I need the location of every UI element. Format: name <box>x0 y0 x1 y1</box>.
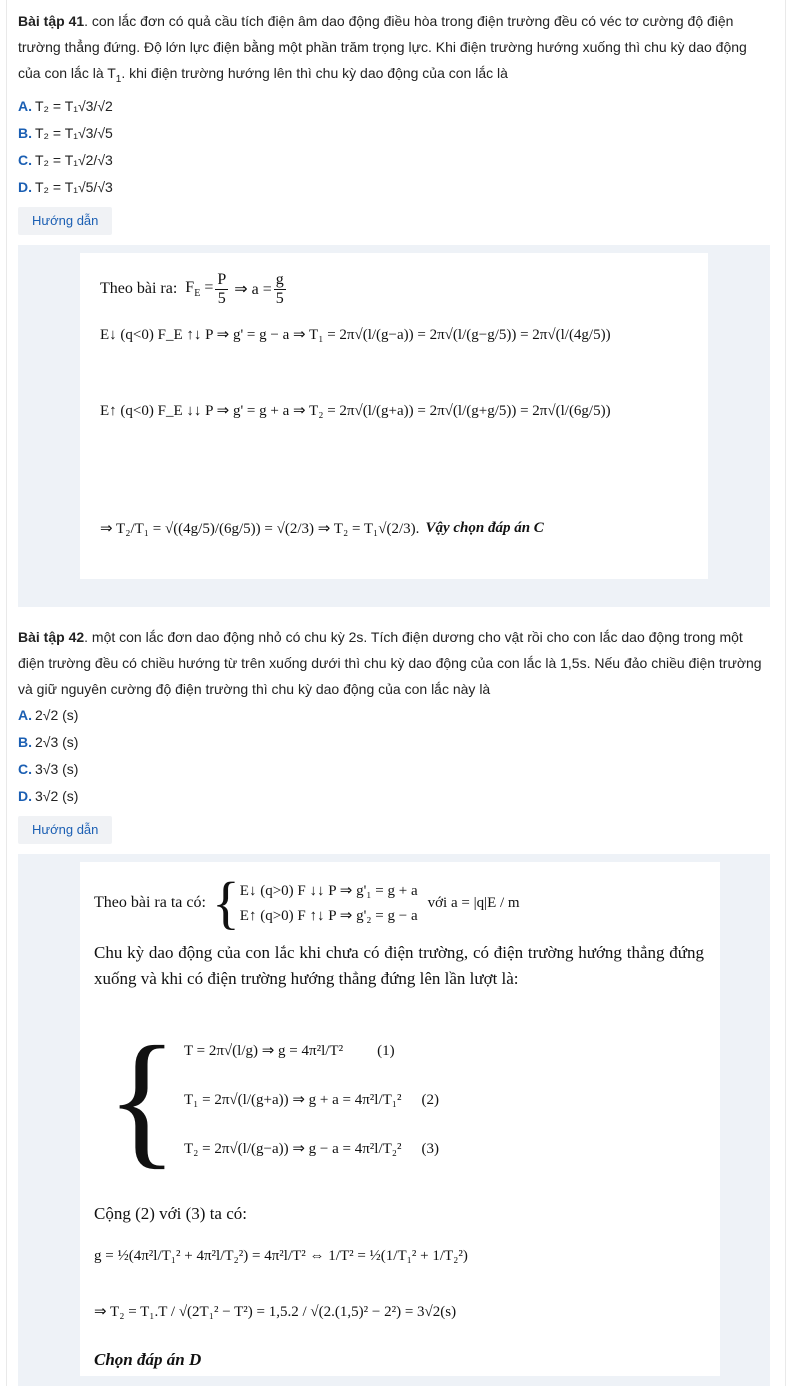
equation-system: { T = 2π√(l/g) ⇒ g = 4π²l/T² (1) T₁ = 2π√(l/(g+a)) ⇒ g + a = 4π²l/T₁² (2) T₂ = 2π√(l/(g−a)) ⇒ g − a = 4π²l/T₂² (3) <box>106 1016 440 1182</box>
question-number: Bài tập 41 <box>18 13 85 29</box>
question-41 <box>18 4 770 235</box>
solution-42-image <box>80 862 720 1376</box>
solution-41-panel <box>18 245 770 607</box>
page-left-border <box>6 0 7 1386</box>
sum-equation: g = ½(4π²l/T₁² + 4π²l/T₂²) = 4π²l/T² ⇔ 1/T² = ½(1/T₁² + 1/T₂²) <box>94 1248 468 1264</box>
option-c[interactable]: C. T₂ = T₁√2/√3 <box>18 151 113 168</box>
solution-system: Theo bài ra ta có: { E↓ (q>0) F ↓↓ P ⇒ g'₁ = g + a E↑ (q>0) F ↑↓ P ⇒ g'₂ = g − a với a = |q|E / m <box>94 870 520 935</box>
option-a[interactable]: A. 2√2 (s) <box>18 707 79 723</box>
question-number: Bài tập 42 <box>18 629 85 645</box>
conclusion: Vậy chọn đáp án C <box>425 520 544 536</box>
solution-41-image <box>80 253 708 579</box>
option-b[interactable]: B. 2√3 (s) <box>18 734 79 750</box>
solution-line-1: Theo bài ra: $F_E$ = $\frac{P}{5}$ ⇒ a = $\frac{g}{5}$ <box>100 271 284 307</box>
solution-line-2: E↓ (q<0) F_E ↑↓ P ⇒ g' = g − a ⇒ T₁ = 2π√(l/(g−a)) = 2π√(l/(g−g/5)) = 2π√(l/(4g/5)) <box>100 327 611 343</box>
option-c[interactable]: C. 3√3 (s) <box>18 761 79 777</box>
question-41-text: Bài tập 41. con lắc đơn có quả cầu tích điện âm dao động điều hòa trong điện trường đều có véc tơ cường độ điện trường thẳng đứng. Độ lớn lực điện bằng một phần trăm trọng lực. Khi điện trường hướng xuống thì chu kỳ dao động của con lắc là $T_1$. khi điện trường hướng lên thì chu kỳ dao động của con lắc là <box>18 13 747 85</box>
hint-button[interactable]: Hướng dẫn <box>18 207 112 235</box>
question-42 <box>18 620 770 844</box>
page-right-border <box>785 0 786 1386</box>
hint-button[interactable]: Hướng dẫn <box>18 816 112 844</box>
solution-paragraph: Chu kỳ dao động của con lắc khi chưa có điện trường, có điện trường hướng thẳng đứng xuống và khi có điện trường hướng thẳng đứng lên lần lượt là: <box>94 943 704 988</box>
option-b[interactable]: B. T₂ = T₁√3/√5 <box>18 124 113 141</box>
result-equation: ⇒ T₂ = T₁.T / √(2T₁² − T²) = 1,5.2 / √(2.(1,5)² − 2²) = 3√2(s) <box>94 1304 457 1320</box>
solution-42-panel <box>18 854 770 1386</box>
solution-line-4: ⇒ T₂/T₁ = √((4g/5)/(6g/5)) = √(2/3) ⇒ T₂ = T₁√(2/3). Vậy chọn đáp án C <box>100 520 544 537</box>
conclusion: Chọn đáp án D <box>94 1350 202 1369</box>
option-a[interactable]: A. T₂ = T₁√3/√2 <box>18 97 113 114</box>
sum-label: Cộng (2) với (3) ta có: <box>94 1204 247 1223</box>
option-d[interactable]: D. T₂ = T₁√5/√3 <box>18 178 113 195</box>
question-42-text: Bài tập 42. một con lắc đơn dao động nhỏ có chu kỳ 2s. Tích điện dương cho vật rồi cho con lắc dao động trong một điện trường đều có chiều hướng từ trên xuống dưới thì chu kỳ dao động của con lắc là 1,5s. Nếu đảo chiều điện trường và giữ nguyên cường độ điện trường thì chu kỳ dao động của con lắc này là <box>18 629 762 697</box>
option-d[interactable]: D. 3√2 (s) <box>18 788 79 804</box>
solution-line-3: E↑ (q<0) F_E ↓↓ P ⇒ g' = g + a ⇒ T₂ = 2π√(l/(g+a)) = 2π√(l/(g+g/5)) = 2π√(l/(6g/5)) <box>100 403 611 419</box>
